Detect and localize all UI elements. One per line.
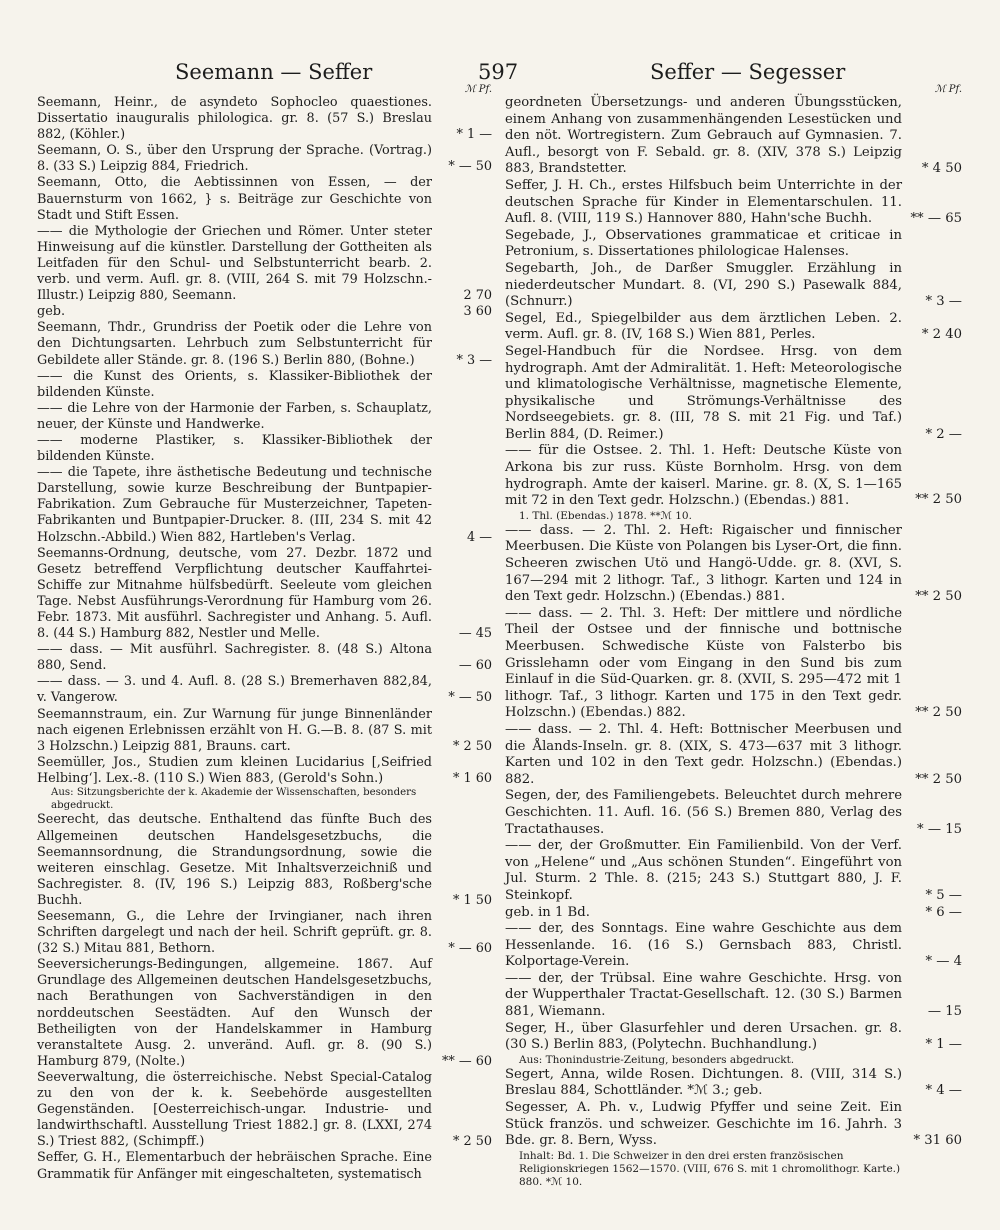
entry-price: * 4 50 [921,161,962,177]
entry-price: * 6 — [925,904,962,920]
catalog-entry [505,788,962,838]
entry-text: Segel-Handbuch für die Nordsee. Hrsg. von dem hydrograph. Amt der Admiralität. 1. Heft: Meteorologische und klimatologische Verhältnisse, magnetische Elemente, physikalische und Strömungs-Verhältnisse des Nordseegebiets. gr. 8. (III, 78 S. mit 21 Fig. und Taf.) Berlin 884, (D. Reimer.) [505,343,902,442]
catalog-entry [37,546,492,643]
entry-text: —— moderne Plastiker, s. Klassiker-Bibliothek der bildenden Künste. [37,432,432,465]
entry-text: geordneten Übersetzungs- und anderen Übungsstücken, einem Anhang von zusammenhängenden Lesestücken und den nöt. Wortregistern. Zum Gebrauch auf Gymnasien. 7. Aufl., besorgt von F. Sebald. gr. 8. (XIV, 378 S.) Leipzig 883, Brandstetter. [505,95,902,177]
catalog-entry [37,320,492,368]
catalog-entry [37,465,492,545]
header-left-running-title: Seemann — Seffer [175,60,373,84]
entry-price: ** — 60 [441,1053,492,1069]
entry-price: * 3 — [456,352,492,368]
catalog-entry [37,642,492,674]
entry-price: * — 50 [448,690,492,706]
entry-price: ** 2 50 [915,705,962,721]
catalog-entry [37,304,492,320]
entry-text: Seemann, Thdr., Grundriss der Poetik oder die Lehre von den Dichtungsarten. Lehrbuch zum Selbstunterricht für Gebildete aller Stände. gr. 8. (196 S.) Berlin 880, (Bohne.) [37,320,432,368]
entry-text: —— für die Ostsee. 2. Thl. 1. Heft: Deutsche Küste von Arkona bis zur russ. Küste Bornholm. Hrsg. von dem hydrograph. Amte der kaiserl. Marine. gr. 8. (X, S. 1—165 mit 72 in den Text gedr. Holzschn.) (Ebendas.) 881. [505,443,902,509]
catalog-entry [37,755,492,813]
catalog-entry [37,707,492,755]
catalog-entry [37,95,492,143]
entry-price: * 2 50 [453,1134,492,1150]
catalog-entry [505,1067,962,1100]
entry-text: Seemüller, Jos., Studien zum kleinen Lucidarius [,Seifried Helbing‘]. Lex.-8. (110 S.) Wien 883, (Gerold's Sohn.) [37,754,432,786]
entry-text: geb. [37,304,66,320]
entry-price: * 1 60 [453,770,492,786]
right-entry-list [505,84,962,1189]
entry-text: geb. in 1 Bd. [505,904,590,920]
entry-text: Seeversicherungs-Bedingungen, allgemeine. 1867. Auf Grundlage des Allgemeinen deutschen Handelsgesetzbuchs, nach Berathungen von Sachverständigen in den norddeutschen Seestädten. Auf den Wunsch der Betheiligten von der Handelskammer in Hamburg veranstaltete Ausg. 2. unveränd. Aufl. gr. 8. (90 S.) Hamburg 879, (Nolte.) [37,957,432,1069]
entry-price: ** — 65 [910,211,962,227]
entry-price: — 15 [927,1004,962,1020]
entry-price: * — 4 [925,954,962,970]
catalog-entry [37,433,492,465]
catalog-entry [37,369,492,401]
left-column: ℳ Pf. Seemann, Heinr., de asyndeto Sophocleo quaestiones. Dissertatio inauguralis philologica. gr. 8. (57 S.) Breslau 882, (Köhler.) * 1 — Seemann, O. S., über den Ursprung der Sprache. (Vortrag.) 8. (33 S.) Leipzig 884, Friedrich. * — 50 Seemann, Otto, die Aebtissinnen von Essen, — der Bauernsturm von 1662, } s. Beiträge zur Geschichte von Stadt und Stift Essen. —— die Mythologie der Griechen und Römer. Unter steter Hinweisung auf die künstler. Darstellung der Gottheiten als Leitfaden für den Schul- und Selbstunterricht bearb. 2. verb. und verm. Aufl. gr. 8. (VIII, 264 S. mit 79 Holzschn.-Illustr.) Leipzig 880, Seemann. 2 70 geb. 3 60 Seemann, Thdr., Grundriss der Poetik oder die Lehre von den Dichtungsarten. Lehrbuch zum Selbstunterricht für Gebildete aller Stände. gr. 8. (196 S.) Berlin 880, (Bohne.) * 3 — —— die Kunst des Orients, s. Klassiker-Bibliothek der bildenden Künste. —— die Lehre von der Harmonie der Farben, s. Schauplatz, neuer, der Künste und Handwerke. —— moderne Plastiker, s. Klassiker-Bibliothek der bildenden Künste. —— die Tapete, ihre ästhetische Bedeutung und technische Darstellung, sowie kurze Beschreibung der Buntpapier-Fabrikation. Zum Gebrauche für Musterzeichner, Tapeten-Fabrikanten und Buntpapier-Drucker. 8. (III, 234 S. mit 42 Holzschn.-Abbild.) Wien 882, Hartleben's Verlag. 4 — Seemanns-Ordnung, deutsche, vom 27. Dezbr. 1872 und Gesetz betreffend Verpflichtung deutscher Kauffahrtei-Schiffe zur Mitnahme hülfsbedürft. Seeleute vom gleichen Tage. Nebst Ausführungs-Verordnung für Hamburg vom 26. Febr. 1873. Mit ausführl. Sachregister und Anhang. 5. Aufl. 8. (44 S.) Hamburg 882, Nestler und Melle. — 45 —— dass. — Mit ausführl. Sachregister. 8. (48 S.) Altona 880, Send. — 60 —— dass. — 3. und 4. Aufl. 8. (28 S.) Bremerhaven 882,84, v. Vangerow. * — 50 Seemannstraum, ein. Zur Warnung für junge Binnenländer nach eigenen Erlebnissen erzählt von H. G.—B. 8. (87 S. mit 3 Holzschn.) Leipzig 881, Brauns. cart. * 2 50 Seemüller, Jos., Studien zum kleinen Lucidarius [,Seifried Helbing‘]. Lex.-8. (110 S.) Wien 883, (Gerold's Sohn.) Aus: Sitzungsberichte der k. Akademie der Wissenschaften, besonders abgedruckt. * 1 60 Seerecht, das deutsche. Enthaltend das fünfte Buch des Allgemeinen deutschen Handelsgesetzbuchs, die Seemannsordnung, die Strandungsordnung, sowie die weiteren einschlag. Gesetze. Mit Inhaltsverzeichniß und Sachregister. 8. (IV, 196 S.) Leipzig 883, Roßberg'sche Buchh. * 1 50 Seesemann, G., die Lehre der Irvingianer, nach ihren Schriften dargelegt und nach der heil. Schrift geprüft. gr. 8. (32 S.) Mitau 881, Bethorn. * — 60 Seeversicherungs-Bedingungen, allgemeine. 1867. Auf Grundlage des Allgemeinen deutschen Handelsgesetzbuchs, nach Berathungen von Sachverständigen in den norddeutschen Seestädten. Auf den Wunsch der Betheiligten von der Handelskammer in Hamburg veranstaltete Ausg. 2. unveränd. Aufl. gr. 8. (90 S.) Hamburg 879, (Nolte.) ** — 60 Seeverwaltung, die österreichische. Nebst Special-Catalog zu den von der k. k. Seebehörde ausgestellten Gegenständen. [Oesterreichisch-ungar. Industrie- und landwirthschaftl. Ausstellung Triest 1882.] gr. 8. (LXXI, 274 S.) Triest 882, (Schimpff.) * 2 50 Seffer, G. H., Elementarbuch der hebräischen Sprache. Eine Grammatik für Anfänger mit eingeschalteten, systematisch [37,84,492,1182]
entry-text: —— dass. — 2. Thl. 2. Heft: Rigaischer und finnischer Meerbusen. Die Küste von Polangen bis Lyser-Ort, die finn. Scheeren zwischen Utö und Hangö-Udde. gr. 8. (XVI, S. 167—294 mit 2 lithogr. Taf., 3 lithogr. Karten und 124 in den Text gedr. Holzschn.) (Ebendas.) 881. [505,522,902,605]
catalog-entry [505,971,962,1021]
catalog-entry [505,838,962,904]
catalog-entry [505,523,962,606]
entry-note: 1. Thl. (Ebendas.) 1878. **ℳ 10. [519,509,692,522]
entry-text: —— die Tapete, ihre ästhetische Bedeutung und technische Darstellung, sowie kurze Beschreibung der Buntpapier-Fabrikation. Zum Gebrauche für Musterzeichner, Tapeten-Fabrikanten und Buntpapier-Drucker. 8. (III, 234 S. mit 42 Holzschn.-Abbild.) Wien 882, Hartleben's Verlag. [37,465,432,545]
entry-text: —— der, der Großmutter. Ein Familienbild. Von der Verf. von „Helene“ und „Aus schönen Stunden“. Eingeführt von Jul. Sturm. 2 Thle. 8. (215; 243 S.) Stuttgart 880, J. F. Steinkopf. [505,838,902,903]
catalog-entry [505,905,962,922]
entry-price: * 1 — [925,1036,962,1052]
entry-price: ** 2 50 [915,492,962,508]
entry-text: —— dass. — Mit ausführl. Sachregister. 8. (48 S.) Altona 880, Send. [37,642,432,674]
entry-price: * 5 — [925,887,962,903]
entry-text: —— dass. — 3. und 4. Aufl. 8. (28 S.) Bremerhaven 882,84, v. Vangerow. [37,674,432,706]
catalog-entry [505,95,962,178]
entry-text: Seemann, O. S., über den Ursprung der Sprache. (Vortrag.) 8. (33 S.) Leipzig 884, Friedrich. [37,143,432,175]
catalog-entry [37,224,492,304]
entry-price: 4 — [466,529,492,545]
entry-price: 3 60 [463,304,492,320]
entry-price: 2 70 [463,288,492,304]
catalog-entry [505,1021,962,1067]
entry-price: * 3 — [925,294,962,310]
entry-price: ** 2 50 [915,771,962,787]
entry-text: Seemann, Heinr., de asyndeto Sophocleo quaestiones. Dissertatio inauguralis philologica. gr. 8. (57 S.) Breslau 882, (Köhler.) [37,95,432,143]
catalog-entry [505,311,962,344]
entry-text: Seffer, G. H., Elementarbuch der hebräischen Sprache. Eine Grammatik für Anfänger mit eingeschalteten, systematisch [37,1150,432,1182]
right-column: ℳ Pf. geordneten Übersetzungs- und anderen Übungsstücken, einem Anhang von zusammenhängenden Lesestücken und den nöt. Wortregistern. Zum Gebrauch auf Gymnasien. 7. Aufl., besorgt von F. Sebald. gr. 8. (XIV, 378 S.) Leipzig 883, Brandstetter. * 4 50 Seffer, J. H. Ch., erstes Hilfsbuch beim Unterrichte in der deutschen Sprache für Kinder in Elementarschulen. 11. Aufl. 8. (VIII, 119 S.) Hannover 880, Hahn'sche Buchh. ** — 65 Segebade, J., Observationes grammaticae et criticae in Petronium, s. Dissertationes philologicae Halenses. Segebarth, Joh., de Darßer Smuggler. Erzählung in niederdeutscher Mundart. 8. (VI, 290 S.) Pasewalk 884, (Schnurr.) * 3 — Segel, Ed., Spiegelbilder aus dem ärztlichen Leben. 2. verm. Aufl. gr. 8. (IV, 168 S.) Wien 881, Perles. * 2 40 Segel-Handbuch für die Nordsee. Hrsg. von dem hydrograph. Amt der Admiralität. 1. Heft: Meteorologische und klimatologische Verhältnisse, magnetische Elemente, physikalische und Strömungs-Verhältnisse des Nordseegebiets. gr. 8. (III, 78 S. mit 21 Fig. und Taf.) Berlin 884, (D. Reimer.) * 2 — —— für die Ostsee. 2. Thl. 1. Heft: Deutsche Küste von Arkona bis zur russ. Küste Bornholm. Hrsg. von dem hydrograph. Amte der kaiserl. Marine. gr. 8. (X, S. 1—165 mit 72 in den Text gedr. Holzschn.) (Ebendas.) 881. 1. Thl. (Ebendas.) 1878. **ℳ 10. ** 2 50 —— dass. — 2. Thl. 2. Heft: Rigaischer und finnischer Meerbusen. Die Küste von Polangen bis Lyser-Ort, die finn. Scheeren zwischen Utö und Hangö-Udde. gr. 8. (XVI, S. 167—294 mit 2 lithogr. Taf., 3 lithogr. Karten und 124 in den Text gedr. Holzschn.) (Ebendas.) 881. ** 2 50 —— dass. — 2. Thl. 3. Heft: Der mittlere und nördliche Theil der Ostsee und der finnische und bottnische Meerbusen. Schwedische Küste von Falsterbo bis Grisslehamn oder vom Eingang in den Sund bis zum Einlauf in die Süd-Quarken. gr. 8. (XVII, S. 295—472 mit 1 lithogr. Taf., 3 lithogr. Karten und 175 in den Text gedr. Holzschn.) (Ebendas.) 882. ** 2 50 —— dass. — 2. Thl. 4. Heft: Bottnischer Meerbusen und die Ålands-Inseln. gr. 8. (XIX, S. 473—637 mit 3 lithogr. Karten und 102 in den Text gedr. Holzschn.) (Ebendas.) 882. ** 2 50 Segen, der, des Familiengebets. Beleuchtet durch mehrere Geschichten. 11. Aufl. 16. (56 S.) Bremen 880, Verlag des Tractathauses. * — 15 —— der, der Großmutter. Ein Familienbild. Von der Verf. von „Helene“ und „Aus schönen Stunden“. Eingeführt von Jul. Sturm. 2 Thle. 8. (215; 243 S.) Stuttgart 880, J. F. Steinkopf. * 5 — geb. in 1 Bd. * 6 — —— der, des Sonntags. Eine wahre Geschichte aus dem Hessenlande. 16. (16 S.) Gernsbach 883, Christl. Kolportage-Verein. * — 4 —— der, der Trübsal. Eine wahre Geschichte. Hrsg. von der Wupperthaler Tractat-Gesellschaft. 12. (30 S.) Barmen 881, Wiemann. — 15 Seger, H., über Glasurfehler und deren Ursachen. gr. 8. (30 S.) Berlin 883, (Polytechn. Buchhandlung.) Aus: Thonindustrie-Zeitung, besonders abgedruckt. * 1 — Segert, Anna, wilde Rosen. Dichtungen. 8. (VIII, 314 S.) Breslau 884, Schottländer. *ℳ 3.; geb. * 4 — Segesser, A. Ph. v., Ludwig Pfyffer und seine Zeit. Ein Stück französ. und schweizer. Geschichte im 16. Jahrh. 3 Bde. gr. 8. Bern, Wyss. Inhalt: Bd. 1. Die Schweizer in den drei ersten französischen Religionskriegen 1562—1570. (VIII, 676 S. mit 1 chromolithogr. Karte.) 880. *ℳ 10. * 31 60 [505,84,962,1188]
catalog-entry [505,443,962,522]
entry-price: * 1 — [456,127,492,143]
catalog-entry [37,1150,492,1182]
catalog-entry [37,812,492,909]
entry-text: Seerecht, das deutsche. Enthaltend das fünfte Buch des Allgemeinen deutschen Handelsgesetzbuchs, die Seemannsordnung, die Strandungsordnung, sowie die weiteren einschlag. Gesetze. Mit Inhaltsverzeichniß und Sachregister. 8. (IV, 196 S.) Leipzig 883, Roßberg'sche Buchh. [37,812,432,908]
entry-price: * — 60 [448,941,492,957]
entry-price: * 2 40 [921,327,962,343]
entry-text: Segen, der, des Familiengebets. Beleuchtet durch mehrere Geschichten. 11. Aufl. 16. (56 S.) Bremen 880, Verlag des Tractathauses. [505,788,902,837]
entry-price: * 1 50 [453,892,492,908]
entry-text: Seesemann, G., die Lehre der Irvingianer, nach ihren Schriften dargelegt und nach der heil. Schrift geprüft. gr. 8. (32 S.) Mitau 881, Bethorn. [37,909,432,957]
entry-text: Segert, Anna, wilde Rosen. Dichtungen. 8. (VIII, 314 S.) Breslau 884, Schottländer. *ℳ 3.; geb. [505,1066,902,1099]
catalog-entry [37,674,492,706]
entry-price: * 2 — [925,426,962,442]
left-entry-list [37,84,492,1183]
catalog-entry [505,921,962,971]
entry-text: Seemannstraum, ein. Zur Warnung für junge Binnenländer nach eigenen Erlebnissen erzählt von H. G.—B. 8. (87 S. mit 3 Holzschn.) Leipzig 881, Brauns. cart. [37,706,432,754]
entry-text: —— dass. — 2. Thl. 4. Heft: Bottnischer Meerbusen und die Ålands-Inseln. gr. 8. (XIX, S. 473—637 mit 3 lithogr. Karten und 102 in den Text gedr. Holzschn.) (Ebendas.) 882. [505,721,902,787]
entry-note: Inhalt: Bd. 1. Die Schweizer in den drei ersten französischen Religionskriegen 1562—1570. (VIII, 676 S. mit 1 chromolithogr. Karte.) 880. *ℳ 10. [519,1149,901,1188]
entry-text: —— die Kunst des Orients, s. Klassiker-Bibliothek der bildenden Künste. [37,368,432,400]
catalog-entry [505,606,962,722]
entry-price: * 2 50 [453,738,492,754]
catalog-entry [37,957,492,1070]
entry-text: Segesser, A. Ph. v., Ludwig Pfyffer und seine Zeit. Ein Stück französ. und schweizer. Geschichte im 16. Jahrh. 3 Bde. gr. 8. Bern, Wyss. [505,1100,902,1149]
entry-text: Seeverwaltung, die österreichische. Nebst Special-Catalog zu den von der k. k. Seebehörde ausgestellten Gegenständen. [Oesterreichisch-ungar. Industrie- und landwirthschaftl. Ausstellung Triest 1882.] gr. 8. (LXXI, 274 S.) Triest 882, (Schimpff.) [37,1069,432,1150]
page-number: 597 [478,60,519,84]
catalog-entry [37,401,492,433]
entry-text: Seemann, Otto, die Aebtissinnen von Essen, — der Bauernsturm von 1662, } s. Beiträge zur Geschichte von Stadt und Stift Essen. [37,175,432,223]
entry-text: Segebade, J., Observationes grammaticae et criticae in Petronium, s. Dissertationes philologicae Halenses. [505,227,902,260]
entry-text: —— der, des Sonntags. Eine wahre Geschichte aus dem Hessenlande. 16. (16 S.) Gernsbach 883, Christl. Kolportage-Verein. [505,921,902,970]
entry-text: Seffer, J. H. Ch., erstes Hilfsbuch beim Unterrichte in der deutschen Sprache für Kinder in Elementarschulen. 11. Aufl. 8. (VIII, 119 S.) Hannover 880, Hahn'sche Buchh. [505,177,902,227]
entry-price: * — 15 [917,821,962,837]
catalog-entry [505,228,962,261]
catalog-entry [37,143,492,175]
catalog-entry [505,344,962,444]
entry-note: Aus: Thonindustrie-Zeitung, besonders abgedruckt. [519,1053,795,1066]
entry-text: —— die Lehre von der Harmonie der Farben, s. Schauplatz, neuer, der Künste und Handwerke. [37,400,432,432]
page-header [0,60,1000,90]
entry-text: Segebarth, Joh., de Darßer Smuggler. Erzählung in niederdeutscher Mundart. 8. (VI, 290 S.) Pasewalk 884, (Schnurr.) [505,260,902,310]
entry-text: —— die Mythologie der Griechen und Römer. Unter steter Hinweisung auf die künstler. Darstellung der Gottheiten als Leitfaden für den Schul- und Selbstunterricht bearb. 2. verb. und verm. Aufl. gr. 8. (VIII, 264 S. mit 79 Holzschn.-Illustr.) Leipzig 880, Seemann. [37,223,432,304]
entry-price: * 4 — [925,1083,962,1099]
entry-note: Aus: Sitzungsberichte der k. Akademie der Wissenschaften, besonders abgedruckt. [51,787,417,811]
entry-text: Segel, Ed., Spiegelbilder aus dem ärztlichen Leben. 2. verm. Aufl. gr. 8. (IV, 168 S.) Wien 881, Perles. [505,310,902,343]
header-right-running-title: Seffer — Segesser [650,60,846,84]
entry-price: — 45 [458,626,492,642]
entry-price: — 60 [458,658,492,674]
entry-text: —— dass. — 2. Thl. 3. Heft: Der mittlere und nördliche Theil der Ostsee und der finnische und bottnische Meerbusen. Schwedische Küste von Falsterbo bis Grisslehamn oder vom Eingang in den Sund bis zum Einlauf in die Süd-Quarken. gr. 8. (XVII, S. 295—472 mit 1 lithogr. Taf., 3 lithogr. Karten und 175 in den Text gedr. Holzschn.) (Ebendas.) 882. [505,605,902,721]
entry-price: * 31 60 [913,1133,962,1149]
catalog-entry [37,909,492,957]
entry-text: —— der, der Trübsal. Eine wahre Geschichte. Hrsg. von der Wupperthaler Tractat-Gesellschaft. 12. (30 S.) Barmen 881, Wiemann. [505,970,902,1020]
entry-text: Seger, H., über Glasurfehler und deren Ursachen. gr. 8. (30 S.) Berlin 883, (Polytechn. Buchhandlung.) [505,1020,902,1053]
catalog-entry [37,175,492,223]
catalog-entry [505,178,962,228]
entry-price: * — 50 [448,159,492,175]
catalog-entry [37,1070,492,1150]
catalog-entry [505,1100,962,1189]
catalog-entry [505,261,962,311]
entry-text: Seemanns-Ordnung, deutsche, vom 27. Dezbr. 1872 und Gesetz betreffend Verpflichtung deutscher Kauffahrtei-Schiffe zur Mitnahme hülfsbedürft. Seeleute vom gleichen Tage. Nebst Ausführungs-Verordnung für Hamburg vom 26. Febr. 1873. Mit ausführl. Sachregister und Anhang. 5. Aufl. 8. (44 S.) Hamburg 882, Nestler und Melle. [37,545,432,642]
entry-price: ** 2 50 [915,589,962,605]
catalog-entry [505,722,962,788]
